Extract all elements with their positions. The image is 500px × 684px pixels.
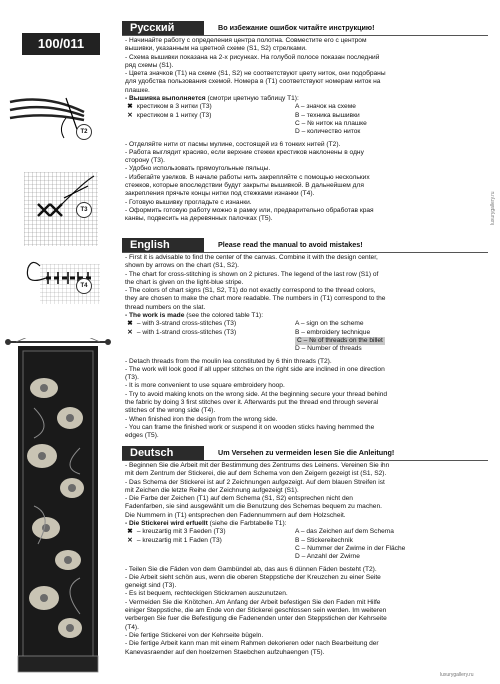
- de-legend-right: D – Anzahl der Zwirne: [295, 553, 360, 561]
- de-legend-right: B – Stickereitechnik: [295, 536, 353, 544]
- en-line2: - When finished iron the design from the wrong side.: [125, 415, 278, 423]
- cross-3-icon: ✖: [127, 320, 133, 328]
- en-text: [125, 254, 387, 441]
- ru-line2: - Избегайте узелков. В начале работы нить закрепляйте с помощью нескольких: [125, 173, 370, 181]
- de-line2: - Teilen Sie die Fäden von dem Gambündel ab, das aus 6 dünnen Fäden besteht (T2).: [125, 565, 377, 573]
- de-line: - Die Farbe der Zeichen (T1) auf dem Schema (S1, S2) entsprechen nicht den: [125, 495, 353, 503]
- side-watermark: luxurygallery.ru: [490, 191, 496, 225]
- en-line2: stitches of the wrong side (T4).: [125, 407, 216, 415]
- en-legend-row: [125, 337, 387, 345]
- ru-line: - Начинайте работу с определения центра полотна. Совместите его с центром: [125, 37, 367, 44]
- cross-1-icon: ✕: [127, 111, 133, 119]
- ru-line2: - Готовую вышивку прогладьте с изнанки.: [125, 198, 252, 206]
- cross-3-icon: ✖: [127, 528, 133, 536]
- en-legend-row: [125, 329, 387, 337]
- en-line: the chart is given on the light-blue stripe.: [125, 278, 244, 286]
- en-legend-left: – with 3-strand cross-stitches (T3): [136, 320, 237, 328]
- ru-legend-row: [125, 128, 386, 136]
- ru-line: ряд схемы (S1).: [125, 61, 174, 69]
- en-legend-right: D – Number of threads: [295, 345, 362, 353]
- ru-work-rest: (смотри цветную таблицу T1):: [205, 95, 299, 103]
- label-t3: T3: [76, 202, 92, 218]
- de-line2: - Die Arbeit sieht schön aus, wenn die oberen Steppstiche der Kreuzchen zu einer Seite: [125, 573, 381, 581]
- ru-line2: - Оформить готовую работу можно в рамку или, предварительно обработав края: [125, 206, 374, 214]
- de-legend-right: C – Nummer der Zwirne in der Fläche: [295, 544, 406, 552]
- kit-code-badge: 100/011: [22, 33, 100, 55]
- cross-3-icon: ✖: [127, 103, 133, 111]
- ru-header: [122, 21, 374, 35]
- ru-legend-right: C – № ниток на плашке: [295, 119, 367, 127]
- en-line2: the fabric by doing 3 first stitches over it. Afterwards put the thread end through several: [125, 399, 379, 407]
- en-line2: edges (T5).: [125, 432, 159, 440]
- de-legend-row: [125, 537, 405, 545]
- en-line: - First it is advisable to find the center of the canvas. Combine it with the design center,: [125, 254, 378, 261]
- ru-line2: сторону (T3).: [125, 157, 165, 165]
- ru-legend-right: D – количество ниток: [295, 128, 361, 136]
- ru-line: - Схема вышивки показана на 2-х рисунках. На голубой полосе показан последний: [125, 53, 380, 61]
- ru-legend-left: крестиком в 1 нитку (T3): [136, 111, 212, 119]
- de-line: mit dem Zentrum der Stickerei, die auf dem Schema von den Zeigern gezeigt ist (S1, S2).: [125, 470, 387, 478]
- ru-tab: Русский: [122, 21, 204, 35]
- ru-legend-right: A – значок на схеме: [295, 103, 356, 111]
- de-work-rest: (siehe die Farbtabelle T1):: [207, 520, 287, 528]
- en-work-rest: (see the colored table T1):: [184, 312, 264, 320]
- ru-line2: - Удобно использовать прямоугольные пяльцы.: [125, 165, 271, 173]
- label-t2: T2: [76, 124, 92, 140]
- de-line2: - Die fertige Stickerei von der Kehrseite bügeln.: [125, 631, 264, 639]
- ru-legend-row: [125, 112, 386, 120]
- de-legend-left: – kreuzartig mit 3 Faeden (T3): [136, 528, 226, 536]
- ru-line2: канвы, подвесить на деревянных палочках (T5).: [125, 215, 273, 223]
- de-legend-row: [125, 528, 405, 536]
- ru-line2: закрепления прячьте концы нитки под стежками изнанки (T4).: [125, 190, 315, 198]
- en-line: thread numbers on the slat.: [125, 303, 206, 311]
- de-line: mit Zeichen die letzte Reihe der Zeichnung aufgezeigt (S1).: [125, 486, 299, 494]
- de-warning: Um Versehen zu vermeiden lesen Sie die Anleitung!: [218, 448, 395, 457]
- de-tab: Deutsch: [122, 446, 204, 460]
- en-line: shown by arrows on the chart (S1, S2).: [125, 262, 239, 270]
- en-line: - The colors of chart signs (S1, S2, T1) do not exactly correspond to the thread colors,: [125, 287, 376, 295]
- de-legend-left: – kreuzartig mit 1 Faden (T3): [136, 536, 222, 544]
- footer-url: luxurygallery.ru: [440, 672, 474, 678]
- de-line2: (T4).: [125, 623, 139, 631]
- en-legend-right: B – embroidery technique: [295, 328, 371, 336]
- de-line: Fadenfarben, sie sind ausgewählt um die Benutzung des Schemas bequem zu machen.: [125, 503, 382, 511]
- de-rule: [122, 460, 488, 461]
- de-work-bold: - Die Stickerei wird erfuellt: [125, 520, 208, 528]
- de-line2: - Die fertige Arbeit kann man mit einem Rahmen dekorieren oder nach Bearbeitung der: [125, 640, 379, 648]
- en-line2: - You can frame the finished work or suspend it on wooden sticks having hemmed the: [125, 423, 375, 431]
- de-text: [125, 462, 405, 657]
- en-line: - The chart for cross-stitching is shown on 2 pictures. The legend of the last row (S1) of: [125, 270, 379, 278]
- en-line: they are chosen to make the chart more readable. The numbers in (T1) correspond to the: [125, 295, 386, 303]
- de-header: [122, 446, 394, 460]
- en-line2: - Detach threads from the moulin lea constituted by 6 thin threads (T2).: [125, 357, 332, 365]
- en-warning: Please read the manual to avoid mistakes!: [218, 240, 363, 249]
- ru-line2: - Работа выглядит красиво, если верхние стежки крестиков наклонены в одну: [125, 148, 364, 156]
- de-legend-row: [125, 553, 405, 561]
- ru-legend-row: [125, 120, 386, 128]
- de-line2: Kanevasraender auf den hoelzernen Staebchen aufzuhaengen (T5).: [125, 648, 325, 656]
- en-line2: - The work will look good if all upper stitches on the right side are inclined in one direction: [125, 365, 385, 373]
- de-line: - Beginnen Sie die Arbeit mit der Bestimmung des Zentrums des Leinens. Vereinen Sie ihn: [125, 462, 390, 469]
- ru-line2: стежков, которые впоследствии будут закрыты вышивкой. В дальнейшем для: [125, 182, 364, 190]
- de-line2: einiger Steppstiche, die am Ende von der Stickerei geschlossen sein werden. Im weiteren: [125, 607, 387, 615]
- ru-legend-right: B – техника вышивки: [295, 111, 360, 119]
- en-line2: (T3).: [125, 374, 139, 382]
- ru-line2: - Отделяйте нити от пасмы мулине, состоящей из 6 тонких нитей (T2).: [125, 140, 341, 148]
- de-line2: - Vermeiden Sie die Knötchen. Am Anfang der Arbeit befestigen Sie den Faden mit Hilfe: [125, 598, 381, 606]
- en-header: [122, 238, 363, 252]
- cross-1-icon: ✕: [127, 328, 133, 336]
- bell-pull-icon: [4, 338, 112, 678]
- ru-line: для удобства пользования схемой. Номера в (T1) соответствуют номерам ниток на: [125, 78, 381, 86]
- ru-legend-left: крестиком в 3 нитки (T3): [136, 103, 212, 111]
- label-t4: T4: [76, 278, 92, 294]
- en-rule: [122, 252, 488, 253]
- de-line2: geneigt sind (T3).: [125, 582, 177, 590]
- cross-1-icon: ✕: [127, 536, 133, 544]
- en-work-bold: - The work is made: [125, 312, 185, 320]
- de-line: Die Nummern in (T1) entsprechen den Fadennummern auf dem Holzscheit.: [125, 511, 346, 519]
- ru-text: [125, 37, 386, 224]
- en-line2: - It is more convenient to use square embroidery hoop.: [125, 382, 285, 390]
- de-line2: verbergen Sie fuer die Befestigung die Fadenenden unter den Steppstichen der Kehrseite: [125, 615, 387, 623]
- ru-line: - Цвета значков (T1) на схеме (S1, S2) не соответствуют цвету ниток, они подобраны: [125, 70, 386, 78]
- de-legend-row: [125, 545, 405, 553]
- en-legend-left: – with 1-strand cross-stitches (T3): [136, 328, 237, 336]
- de-line2: - Es ist bequem, rechteckigen Stickramen auszunutzen.: [125, 590, 288, 598]
- de-legend-right: A – das Zeichen auf dem Schema: [295, 528, 394, 536]
- en-legend-row: [125, 320, 387, 328]
- en-legend-row: [125, 345, 387, 353]
- ru-line: плашке.: [125, 86, 150, 94]
- ru-work-bold: - Вышивка выполняется: [125, 95, 206, 103]
- ru-warning: Во избежание ошибок читайте инструкцию!: [218, 23, 375, 32]
- en-tab: English: [122, 238, 204, 252]
- ru-rule: [122, 35, 488, 36]
- en-line2: - Try to avoid making knots on the wrong side. At the beginning secure your thread behind: [125, 390, 388, 398]
- ru-legend-row: [125, 103, 386, 111]
- en-legend-right: C – № of threads on the billet: [297, 336, 383, 344]
- en-legend-right: A – sign on the scheme: [295, 320, 364, 328]
- ru-line: вышивки, указанным на цветной схеме (S1, S2) стрелками.: [125, 45, 307, 53]
- de-line: - Das Schema der Stickerei ist auf 2 Zeichnungen aufgezeigt. Auf dem blauen Streifen ist: [125, 478, 385, 486]
